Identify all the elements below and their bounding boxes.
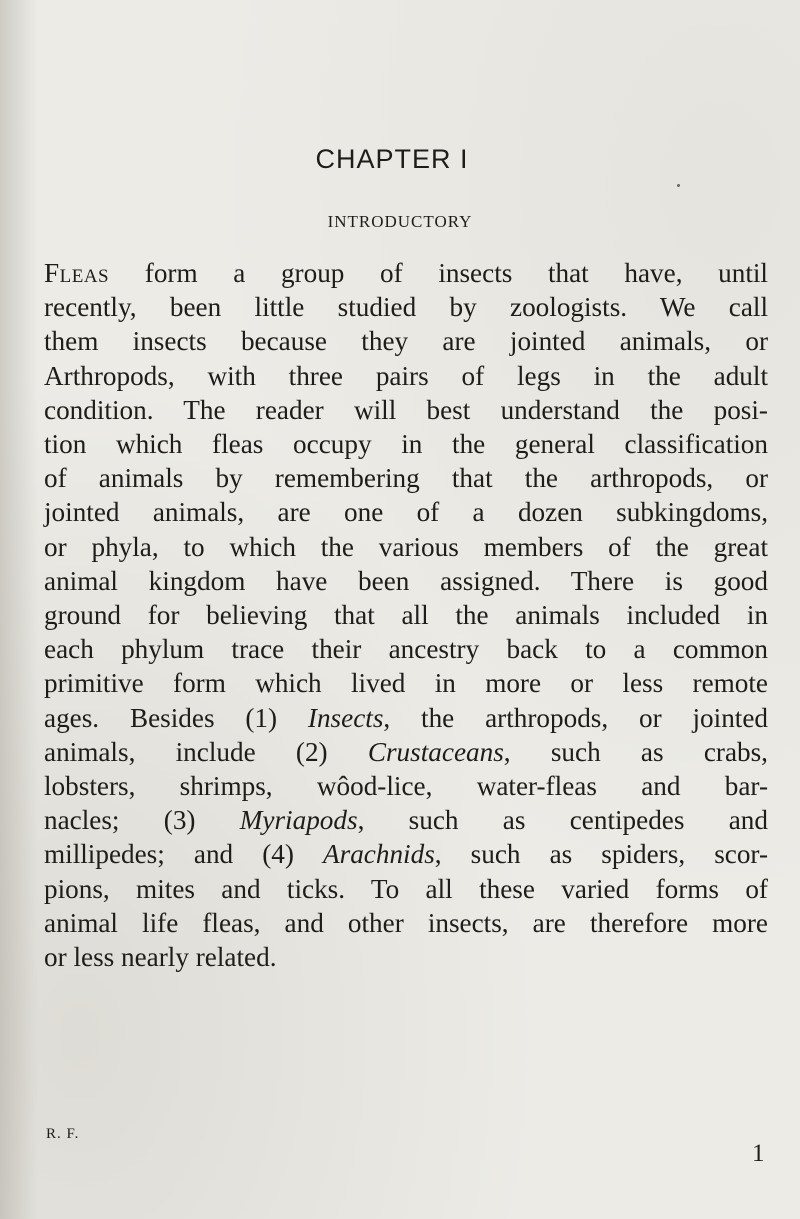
paragraph-line	[44, 872, 768, 906]
paragraph-line	[44, 495, 768, 529]
line-text: ages. Besides (1)	[44, 702, 308, 733]
line-text: or less nearly related.	[44, 942, 277, 973]
paragraph-line	[44, 701, 768, 735]
line-text: form a group of insects that have, until	[109, 258, 768, 288]
line-text: or phyla, to which the various members of the great	[44, 531, 768, 562]
paragraph-line	[44, 427, 768, 461]
line-text: recently, been little studied by zoologists. We call	[44, 292, 768, 323]
line-text: animal life fleas, and other insects, are therefore more	[44, 907, 768, 938]
paragraph-line	[44, 769, 768, 803]
paragraph-line	[44, 564, 768, 598]
taxon-name: Myriapods	[239, 805, 358, 836]
taxon-name: Arachnids	[323, 839, 435, 870]
line-text: pions, mites and ticks. To all these varied forms of	[44, 873, 768, 904]
line-text: jointed animals, are one of a dozen subkingdoms,	[44, 497, 768, 528]
paper-speck	[677, 184, 680, 187]
line-text: , such as centipedes and	[357, 805, 768, 836]
line-text: nacles; (3)	[44, 805, 240, 836]
paragraph-line	[44, 393, 768, 427]
line-text: , the arthropods, or jointed	[383, 702, 768, 733]
paragraph-line	[44, 324, 768, 358]
line-text: millipedes; and (4)	[44, 839, 324, 870]
line-text: each phylum trace their ancestry back to a common	[44, 634, 768, 665]
body-paragraph	[44, 256, 768, 974]
line-text: primitive form which lived in more or less remote	[44, 668, 768, 699]
paragraph-line	[44, 290, 768, 324]
paragraph-line	[44, 256, 768, 290]
line-text: of animals by remembering that the arthropods, or	[44, 463, 768, 494]
paragraph-line	[44, 359, 768, 393]
paragraph-line	[44, 598, 768, 632]
paragraph-line	[44, 666, 768, 700]
line-text: , such as spiders, scor-	[434, 839, 768, 870]
page-gutter-shadow	[0, 0, 38, 1219]
paragraph-line	[44, 837, 768, 871]
paragraph-line	[44, 803, 768, 837]
paragraph-line	[44, 940, 768, 974]
line-text: animal kingdom have been assigned. There is good	[44, 565, 768, 596]
line-text: them insects because they are jointed animals, or	[44, 326, 768, 357]
line-text: tion which fleas occupy in the general classification	[44, 429, 768, 460]
line-text: lobsters, shrimps, wôod-lice, water-fleas and bar-	[44, 771, 768, 802]
paragraph-line	[44, 632, 768, 666]
signature-mark: R. F.	[46, 1126, 80, 1142]
paragraph-line	[44, 530, 768, 564]
page-number: 1	[752, 1140, 765, 1167]
taxon-name: Insects	[307, 702, 384, 733]
taxon-name: Crustaceans	[367, 736, 504, 767]
line-text: Arthropods, with three pairs of legs in the adult	[44, 360, 768, 391]
line-text: condition. The reader will best understand the posi-	[44, 394, 768, 425]
lead-word: Fleas	[44, 258, 110, 288]
line-text: , such as crabs,	[503, 736, 768, 767]
paragraph-line	[44, 906, 768, 940]
section-title: INTRODUCTORY	[327, 212, 473, 231]
line-text: animals, include (2)	[44, 736, 368, 767]
chapter-heading: CHAPTER I	[315, 144, 469, 174]
line-text: ground for believing that all the animals included in	[44, 600, 768, 631]
paragraph-line	[44, 461, 768, 495]
paragraph-line	[44, 735, 768, 769]
